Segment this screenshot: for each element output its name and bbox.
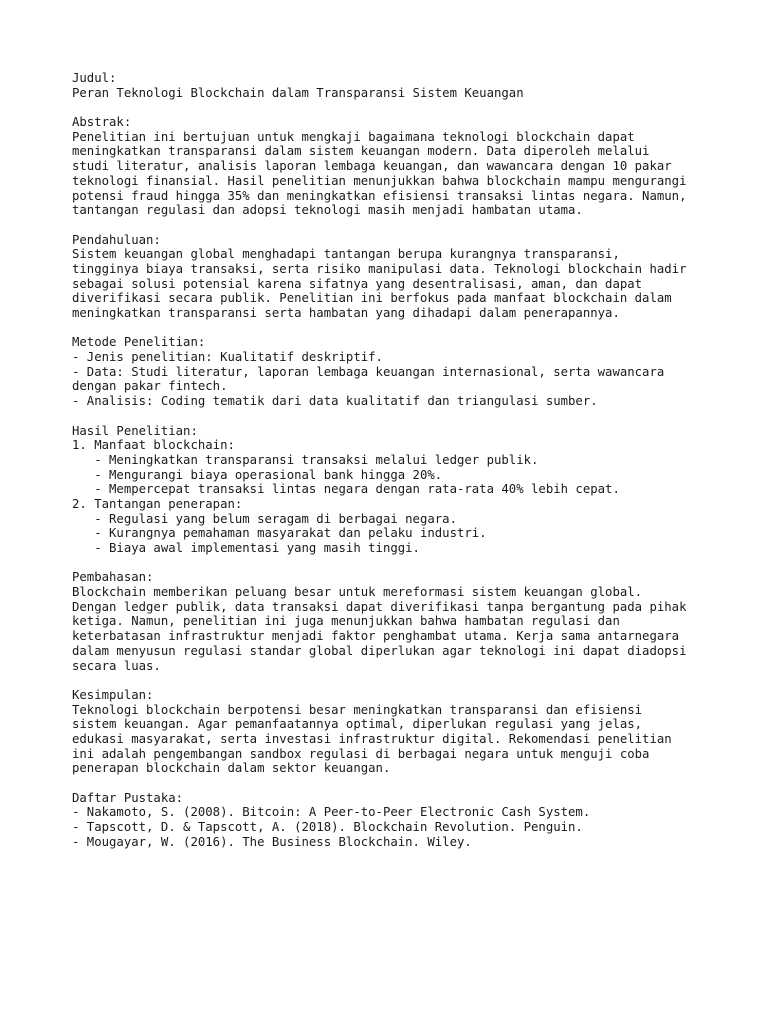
section-heading-introduction: Pendahuluan: [72, 232, 161, 247]
reference-item: - Nakamoto, S. (2008). Bitcoin: A Peer-to-Peer Electronic Cash System. [72, 805, 591, 820]
blank-line [72, 556, 732, 571]
paragraph-line: teknologi finansial. Hasil penelitian menunjukkan bahwa blockchain mampu mengurangi [72, 173, 687, 188]
paragraph-line: penerapan blockchain dalam sektor keuangan. [72, 761, 391, 776]
section-heading-references: Daftar Pustaka: [72, 790, 184, 805]
paragraph-line: ini adalah pengembangan sandbox regulasi di berbagai negara untuk menguji coba [72, 746, 650, 761]
reference-item: - Mougayar, W. (2016). The Business Blockchain. Wiley. [72, 834, 472, 849]
paragraph-line: studi literatur, analisis laporan lembaga keuangan, dan wawancara dengan 10 pakar [72, 159, 672, 174]
document-body [72, 71, 732, 849]
sub-list-item: - Meningkatkan transparansi transaksi melalui ledger publik. [72, 452, 539, 467]
sub-list-item: - Mengurangi biaya operasional bank hingga 20%. [72, 467, 443, 482]
paragraph-line: ketiga. Namun, penelitian ini juga menunjukkan bahwa hambatan regulasi dan [72, 614, 620, 629]
paragraph-line: Blockchain memberikan peluang besar untuk mereformasi sistem keuangan global. [72, 585, 643, 600]
sub-list-item: - Mempercepat transaksi lintas negara dengan rata-rata 40% lebih cepat. [72, 482, 620, 497]
paragraph-line: Teknologi blockchain berpotensi besar meningkatkan transparansi dan efisiensi [72, 702, 643, 717]
section-heading-conclusion: Kesimpulan: [72, 687, 154, 702]
reference-item: - Tapscott, D. & Tapscott, A. (2018). Blockchain Revolution. Penguin. [72, 820, 583, 835]
paragraph-line: tingginya biaya transaksi, serta risiko manipulasi data. Teknologi blockchain hadir [72, 261, 687, 276]
paragraph-line: sistem keuangan. Agar pemanfaatannya optimal, diperlukan regulasi yang jelas, [72, 717, 643, 732]
sub-list-item: - Regulasi yang belum seragam di berbagai negara. [72, 511, 457, 526]
section-title: Judul: [72, 71, 117, 85]
blank-line [72, 321, 732, 336]
blank-line [72, 218, 732, 233]
paragraph-line: meningkatkan transparansi dalam sistem keuangan modern. Data diperoleh melalui [72, 144, 650, 159]
paragraph-line: sebagai solusi potensial karena sifatnya yang desentralisasi, aman, dan dapat [72, 276, 643, 291]
paragraph-line: potensi fraud hingga 35% dan meningkatkan efisiensi transaksi lintas negara. Namun, [72, 188, 687, 203]
section-heading-abstract: Abstrak: [72, 115, 132, 130]
list-item: - Data: Studi literatur, laporan lembaga keuangan internasional, serta wawancara [72, 364, 665, 379]
paragraph-line: diverifikasi secara publik. Penelitian ini berfokus pada manfaat blockchain dalam [72, 291, 672, 306]
paragraph-line: Sistem keuangan global menghadapi tantangan berupa kurangnya transparansi, [72, 247, 620, 262]
paragraph-line: secara luas. [72, 658, 161, 673]
paragraph-line: tantangan regulasi dan adopsi teknologi masih menjadi hambatan utama. [72, 203, 583, 218]
paragraph-line: Dengan ledger publik, data transaksi dapat diverifikasi tanpa bergantung pada pihak [72, 599, 687, 614]
sub-list-item: - Biaya awal implementasi yang masih tinggi. [72, 541, 420, 555]
blank-line [72, 673, 732, 688]
list-item: - Jenis penelitian: Kualitatif deskriptif. [72, 350, 383, 365]
paragraph-line: meningkatkan transparansi serta hambatan yang dihadapi dalam penerapannya. [72, 306, 620, 320]
blank-line [72, 100, 732, 115]
section-heading-method: Metode Penelitian: [72, 335, 206, 350]
paragraph-line: edukasi masyarakat, serta investasi infrastruktur digital. Rekomendasi penelitian [72, 731, 672, 746]
list-item: - Analisis: Coding tematik dari data kualitatif dan triangulasi sumber. [72, 394, 598, 409]
numbered-item: 2. Tantangan penerapan: [72, 496, 243, 511]
list-item-continuation: dengan pakar fintech. [72, 379, 228, 394]
paragraph-line: Penelitian ini bertujuan untuk mengkaji bagaimana teknologi blockchain dapat [72, 129, 635, 144]
sub-list-item: - Kurangnya pemahaman masyarakat dan pelaku industri. [72, 526, 487, 541]
numbered-item: 1. Manfaat blockchain: [72, 438, 235, 453]
paragraph-line: keterbatasan infrastruktur menjadi faktor penghambat utama. Kerja sama antarnegara [72, 629, 680, 644]
section-heading-discussion: Pembahasan: [72, 570, 154, 585]
blank-line [72, 409, 732, 424]
section-heading-results: Hasil Penelitian: [72, 423, 198, 438]
paragraph-line: dalam menyusun regulasi standar global diperlukan agar teknologi ini dapat diadopsi [72, 643, 687, 658]
document-title: Peran Teknologi Blockchain dalam Transparansi Sistem Keuangan [72, 85, 524, 100]
blank-line [72, 776, 732, 791]
